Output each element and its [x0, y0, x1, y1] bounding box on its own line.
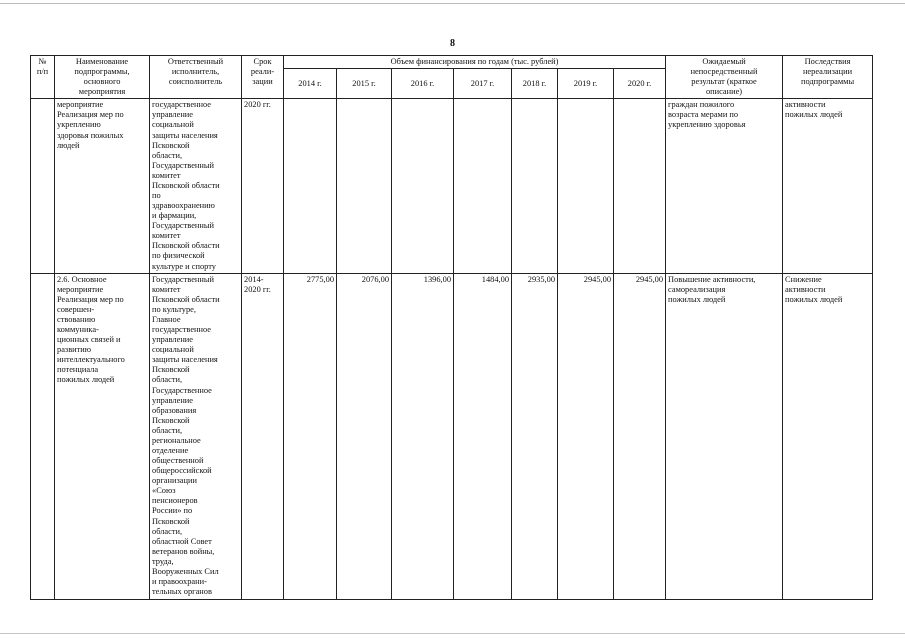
row-value-2018: 2935,00 [512, 273, 558, 599]
header-year-2014: 2014 г. [284, 69, 337, 99]
header-year-2015: 2015 г. [337, 69, 392, 99]
header-executor: Ответственный исполнитель, соисполнитель [150, 56, 242, 99]
row-value-2020 [614, 99, 666, 273]
table-row [31, 273, 873, 599]
row-value-2014 [284, 99, 337, 273]
row-name: 2.6. Основное мероприятие Реализация мер по совершен- ствованию коммуника- ционных связей и развитию интеллектуального потенциала пожилых людей [55, 273, 150, 599]
row-value-2019: 2945,00 [558, 273, 614, 599]
row-value-2016 [392, 99, 454, 273]
row-value-2015 [337, 99, 392, 273]
row-value-2020: 2945,00 [614, 273, 666, 599]
row-executor: Государственный комитет Псковской области по культуре, Главное государственное управление социальной защиты населения Псковской области, Государственное управление образования Псковской области, региональное отделение общественной общероссийской организации «Союз пенсионеров России» по Псковской области, областной Совет ветеранов войны, труда, Вооруженных Сил и правоохрани- тельных органов [150, 273, 242, 599]
row-consequences: Снижение активности пожилых людей [783, 273, 873, 599]
row-value-2017 [454, 99, 512, 273]
header-term: Срок реали- зации [242, 56, 284, 99]
row-term: 2020 гг. [242, 99, 284, 273]
header-consequences: Последствия нереализации подпрограммы [783, 56, 873, 99]
header-year-2017: 2017 г. [454, 69, 512, 99]
program-table [30, 55, 873, 600]
row-value-2014: 2775,00 [284, 273, 337, 599]
table-row [31, 99, 873, 273]
header-funding: Объем финансирования по годам (тыс. рублей) [284, 56, 666, 69]
row-value-2016: 1396,00 [392, 273, 454, 599]
header-num: № п/п [31, 56, 55, 99]
header-year-2019: 2019 г. [558, 69, 614, 99]
row-value-2015: 2076,00 [337, 273, 392, 599]
row-consequences: активности пожилых людей [783, 99, 873, 273]
scan-edge-bottom [0, 633, 905, 634]
header-name: Наименование подпрограммы, основного мероприятия [55, 56, 150, 99]
header-result: Ожидаемый непосредственный результат (краткое описание) [666, 56, 783, 99]
row-num [31, 273, 55, 599]
row-value-2018 [512, 99, 558, 273]
scan-edge-top [0, 3, 905, 4]
row-value-2019 [558, 99, 614, 273]
header-year-2016: 2016 г. [392, 69, 454, 99]
header-year-2018: 2018 г. [512, 69, 558, 99]
row-result: Повышение активности, самореализация пожилых людей [666, 273, 783, 599]
row-term: 2014- 2020 гг. [242, 273, 284, 599]
page-number: 8 [450, 38, 455, 49]
row-executor: государственное управление социальной защиты населения Псковской области, Государственный комитет Псковской области по здравоохранению и фармации, Государственный комитет Псковской области по физической культуре и спорту [150, 99, 242, 273]
row-num [31, 99, 55, 273]
row-result: граждан пожилого возраста мерами по укреплению здоровья [666, 99, 783, 273]
row-name: мероприятие Реализация мер по укреплению здоровья пожилых людей [55, 99, 150, 273]
row-value-2017: 1484,00 [454, 273, 512, 599]
header-year-2020: 2020 г. [614, 69, 666, 99]
